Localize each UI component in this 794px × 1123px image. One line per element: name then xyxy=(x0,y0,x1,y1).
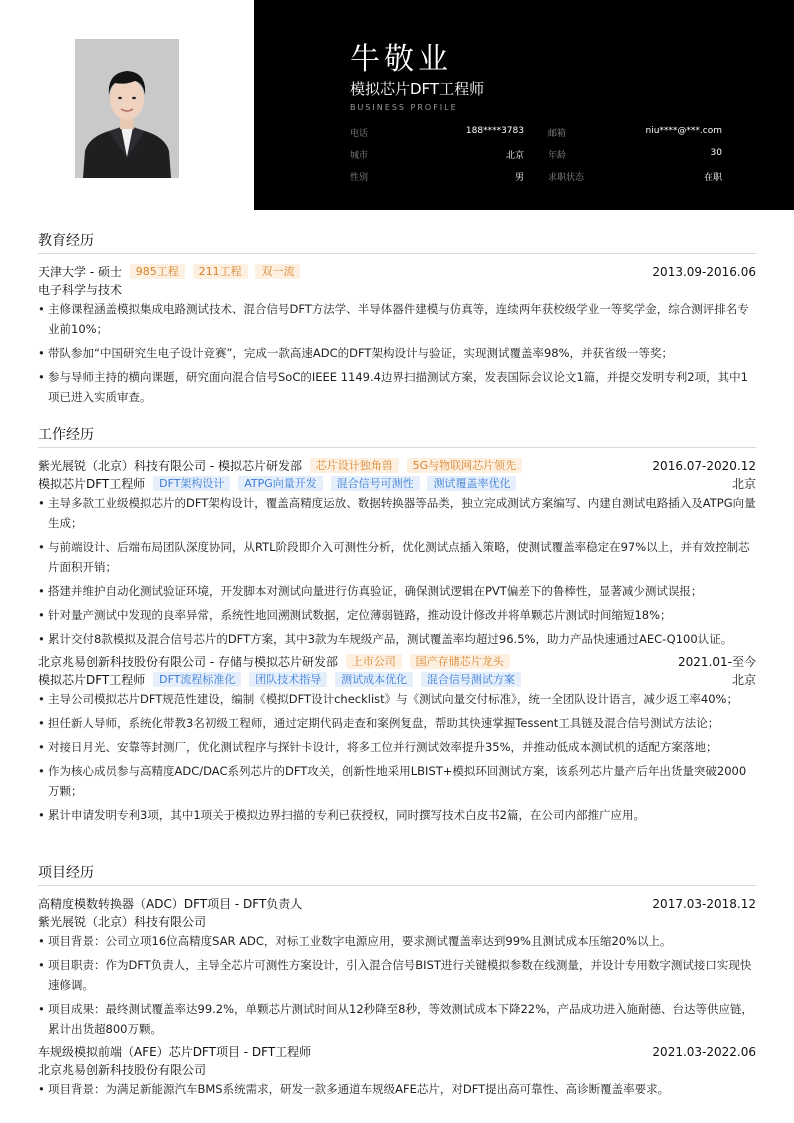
section-title: 项目经历 xyxy=(38,865,756,886)
work-entry-header xyxy=(38,457,756,475)
list-item: • 项目背景：为满足新能源汽车BMS系统需求，研发一款多通道车规级AFE芯片，对DFT提出高可靠性、高诊断覆盖率要求。 xyxy=(38,1079,756,1099)
age-value: 30 xyxy=(710,148,722,158)
role-name: 模拟芯片DFT工程师 xyxy=(38,673,146,687)
role-name: 模拟芯片DFT工程师 xyxy=(38,477,146,491)
education-date: 2013.09-2016.06 xyxy=(652,265,756,279)
project-date: 2021.03-2022.06 xyxy=(652,1045,756,1059)
project-date: 2017.03-2018.12 xyxy=(652,897,756,911)
list-item: • 作为核心成员参与高精度ADC/DAC系列芯片的DFT攻关，创新性地采用LBIST+模拟环回测试方案，该系列芯片量产后年出货量突破2000万颗； xyxy=(38,761,756,801)
skill-tag: 测试覆盖率优化 xyxy=(427,476,516,491)
email-label: 邮箱 xyxy=(548,129,567,139)
work-entry-header xyxy=(38,653,756,671)
list-item: • 对接日月光、安靠等封测厂，优化测试程序与探针卡设计，将多工位并行测试效率提升35%，并推动低成本测试机的适配方案落地； xyxy=(38,737,756,757)
company-tag: 芯片设计独角兽 xyxy=(310,458,399,473)
project-entry-header xyxy=(38,1043,756,1061)
skill-tag: ATPG向量开发 xyxy=(238,476,323,491)
profile-label: BUSINESS PROFILE xyxy=(350,103,458,112)
info-row xyxy=(350,126,722,140)
age-label: 年龄 xyxy=(548,151,567,161)
work-role-row xyxy=(38,475,756,493)
list-item: • 担任新人导师，系统化带教3名初级工程师，通过定期代码走查和案例复盘，帮助其快速掌握Tessent工具链及混合信号测试方法论； xyxy=(38,713,756,733)
portrait-photo xyxy=(75,39,179,178)
skill-tag: DFT架构设计 xyxy=(153,476,230,491)
work-date: 2016.07-2020.12 xyxy=(652,459,756,473)
education-entry-header xyxy=(38,263,756,281)
section-title: 工作经历 xyxy=(38,427,756,448)
section-title: 教育经历 xyxy=(38,233,756,254)
company-tag: 上市公司 xyxy=(346,654,402,669)
list-item: • 搭建并维护自动化测试验证环境，开发脚本对测试向量进行仿真验证，确保测试逻辑在PVT偏差下的鲁棒性，显著减少测试误报； xyxy=(38,581,756,601)
resume-header xyxy=(0,0,794,210)
skill-tag: 混合信号测试方案 xyxy=(421,672,521,687)
city-value: 北京 xyxy=(505,151,524,161)
skill-tag: 混合信号可测性 xyxy=(331,476,420,491)
project-company: 北京兆易创新科技股份有限公司 xyxy=(38,1063,207,1077)
list-item: • 带队参加“中国研究生电子设计竞赛”，完成一款高速ADC的DFT架构设计与验证，实现测试覆盖率98%，并获省级一等奖； xyxy=(38,343,756,363)
project-name: 高精度模数转换器（ADC）DFT项目 - DFT负责人 xyxy=(38,897,303,911)
gender-label: 性别 xyxy=(350,173,369,183)
work-city: 北京 xyxy=(731,477,756,491)
skill-tag: DFT流程标准化 xyxy=(153,672,241,687)
email-value: niu****@***.com xyxy=(645,126,722,136)
work-date: 2021.01-至今 xyxy=(678,655,756,669)
school-name: 天津大学 - 硕士 xyxy=(38,265,122,279)
work-role-row xyxy=(38,671,756,689)
gender-value: 男 xyxy=(514,173,524,183)
list-item: • 针对量产测试中发现的良率异常，系统性地回溯测试数据，定位薄弱链路，推动设计修改并将单颗芯片测试时间缩短18%； xyxy=(38,605,756,625)
education-section xyxy=(38,233,756,411)
list-item: • 项目职责：作为DFT负责人，主导全芯片可测性方案设计，引入混合信号BIST进行关键模拟参数在线测量，并设计专用数字测试接口实现快速修调。 xyxy=(38,955,756,995)
list-item: • 累计申请发明专利3项，其中1项关于模拟边界扫描的专利已获授权，同时撰写技术白皮书2篇，在公司内部推广应用。 xyxy=(38,805,756,825)
company-tag: 5G与物联网芯片领先 xyxy=(407,458,523,473)
city-label: 城市 xyxy=(350,151,369,161)
project-name: 车规级模拟前端（AFE）芯片DFT项目 - DFT工程师 xyxy=(38,1045,312,1059)
info-row xyxy=(350,148,722,162)
list-item: • 主导多款工业级模拟芯片的DFT架构设计，覆盖高精度运放、数据转换器等品类，独立完成测试方案编写、内建自测试电路插入及ATPG向量生成； xyxy=(38,493,756,533)
work-city: 北京 xyxy=(731,673,756,687)
skill-tag: 团队技术指导 xyxy=(249,672,327,687)
school-tag: 985工程 xyxy=(130,264,185,279)
company-name: 北京兆易创新科技股份有限公司 - 存储与模拟芯片研发部 xyxy=(38,655,338,669)
work-section xyxy=(38,427,756,829)
list-item: • 参与导师主持的横向课题，研究面向混合信号SoC的IEEE 1149.4边界扫描测试方案，发表国际会议论文1篇，并提交发明专利2项，其中1项已进入实质审查。 xyxy=(38,367,756,407)
phone-value: 188****3783 xyxy=(465,126,524,136)
project-company: 紫光展锐（北京）科技有限公司 xyxy=(38,915,207,929)
major: 电子科学与技术 xyxy=(38,283,123,297)
skill-tag: 测试成本优化 xyxy=(335,672,413,687)
header-panel xyxy=(254,0,794,210)
candidate-name: 牛敬业 xyxy=(350,42,452,77)
company-name: 紫光展锐（北京）科技有限公司 - 模拟芯片研发部 xyxy=(38,459,302,473)
company-tag: 国产存储芯片龙头 xyxy=(410,654,510,669)
list-item: • 项目背景：公司立项16位高精度SAR ADC，对标工业数字电源应用，要求测试覆盖率达到99%且测试成本压缩20%以上。 xyxy=(38,931,756,951)
projects-section xyxy=(38,865,756,1103)
job-status-label: 求职状态 xyxy=(548,173,585,183)
list-item: • 累计交付8款模拟及混合信号芯片的DFT方案，其中3款为车规级产品，测试覆盖率均超过96.5%，助力产品快速通过AEC-Q100认证。 xyxy=(38,629,756,649)
job-status-value: 在职 xyxy=(703,173,722,183)
list-item: • 项目成果：最终测试覆盖率达99.2%，单颗芯片测试时间从12秒降至8秒，等效测试成本下降22%，产品成功进入施耐德、台达等供应链，累计出货超800万颗。 xyxy=(38,999,756,1039)
project-entry-header xyxy=(38,895,756,913)
school-tag: 211工程 xyxy=(193,264,248,279)
list-item: • 主导公司模拟芯片DFT规范性建设，编制《模拟DFT设计checklist》与《测试向量交付标准》，统一全团队设计语言，减少返工率40%； xyxy=(38,689,756,709)
portrait-photo-icon xyxy=(75,39,179,178)
list-item: • 与前端设计、后端布局团队深度协同，从RTL阶段即介入可测性分析，优化测试点插入策略，使测试覆盖率稳定在97%以上，并有效控制芯片面积开销； xyxy=(38,537,756,577)
info-row xyxy=(350,170,722,184)
list-item: • 主修课程涵盖模拟集成电路测试技术、混合信号DFT方法学、半导体器件建模与仿真等，连续两年获校级学业一等奖学金，综合测评排名专业前10%； xyxy=(38,299,756,339)
job-title: 模拟芯片DFT工程师 xyxy=(350,80,485,98)
school-tag: 双一流 xyxy=(255,264,300,279)
phone-label: 电话 xyxy=(350,129,369,139)
